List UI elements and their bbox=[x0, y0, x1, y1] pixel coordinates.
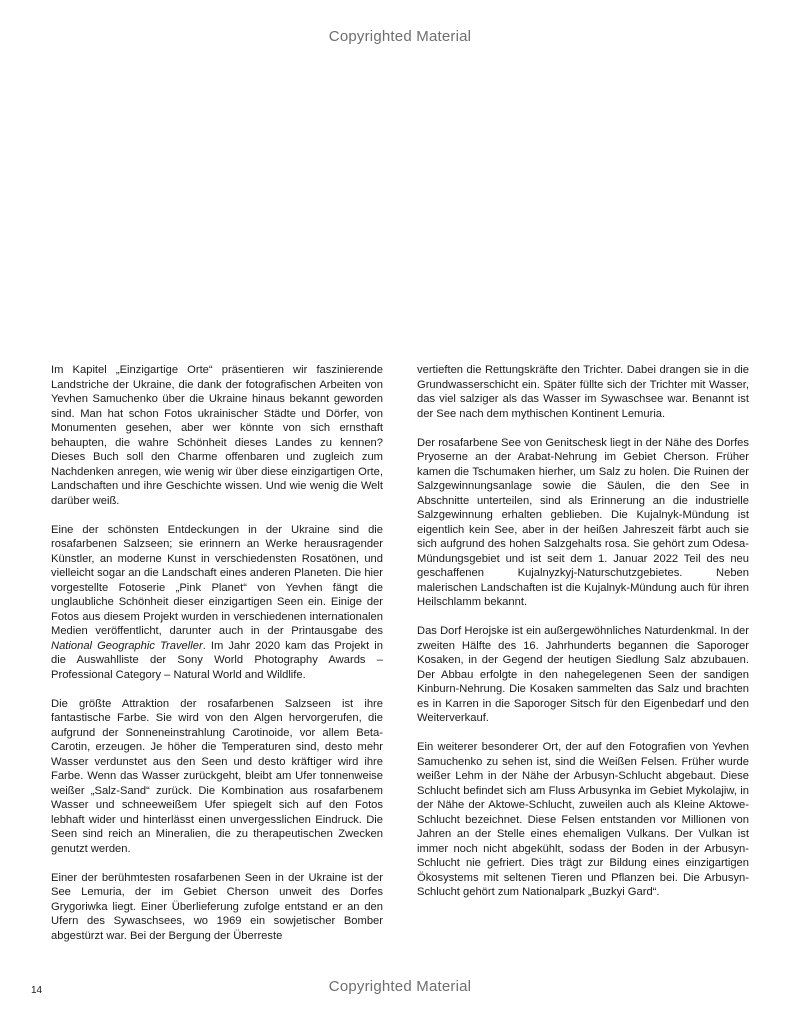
paragraph: Das Dorf Herojske ist ein außergewöhnliches Naturdenkmal. In der zweiten Hälfte des 16. Jahrhunderts begannen die Saporoger Kosaken, in der Gegend der heutigen Siedlung Salz abzubauen. Der Abbau erfolgte in den nahegelegenen Seen der sandigen Kinburn-Nehrung. Die Kosaken sammelten das Salz und brachten es in Karren in die Saporoger Sitsch für den Eigenbedarf und den Weiterverkauf. bbox=[417, 625, 749, 724]
paragraph: Ein weiterer besonderer Ort, der auf den Fotografien von Yevhen Samuchenko zu sehen ist, sind die Weißen Felsen. Früher wurde weißer Lehm in der Nähe der Arbusyn-Schlucht abgebaut. Diese Schlucht befindet sich am Fluss Arbusynka im Gebiet Mykolajiw, in der Nähe der Aktowe-Schlucht, zuweilen auch als Kleine Aktowe-Schlucht bezeichnet. Diese Felsen entstanden vor Millionen von Jahren an der Stelle eines ehemaligen Vulkans. Der Vulkan ist immer noch nicht abgekühlt, sodass der Boden in der Arbusyn-Schlucht nie gefriert. Dies trägt zur Bildung eines einzigartigen Ökosystems mit seltenen Tieren und Pflanzen bei. Die Arbusyn-Schlucht gehört zum Nationalpark „Buzkyi Gard“. bbox=[417, 741, 749, 898]
paragraph: vertieften die Rettungskräfte den Trichter. Dabei drangen sie in die Grundwasserschicht ein. Später füllte sich der Trichter mit Wasser, das viel salziger als das Wasser im Sywaschsee war. Benannt ist der See nach dem mythischen Kontinent Lemuria. bbox=[417, 364, 749, 420]
magazine-title: National Geographic Traveller bbox=[51, 639, 203, 652]
paragraph-text: . Im Jahr 2020 kam das Projekt in die Auswahlliste der Sony World Photography Awards – Professional Category – Natural World and Wildlife. bbox=[51, 639, 383, 681]
paragraph: Im Kapitel „Einzigartige Orte“ präsentieren wir faszinierende Landstriche der Ukraine, die dank der fotografischen Arbeiten von Yevhen Samuchenko über die Ukraine hinaus bekannt geworden sind. Man hat schon Fotos ukrainischer Städte und Dörfer, von Monumenten gesehen, aber wer könnte von sich ernsthaft behaupten, die wahre Schönheit dieses Landes zu kennen? Dieses Buch soll den Charme offenbaren und zugleich zum Nachdenken anregen, wie wenig wir über diese einzigartigen Orte, Landschaften und ihre Geschichte wissen. Und wie wenig die Welt darüber weiß. bbox=[51, 364, 383, 507]
copyright-watermark-top: Copyrighted Material bbox=[328, 28, 472, 45]
text-column-right bbox=[417, 363, 749, 914]
paragraph-text: Eine der schönsten Entdeckungen in der Ukraine sind die rosafarbenen Salzseen; sie erinnern an Werke herausragender Künstler, an moderne Kunst in verschiedensten Rosatönen, und vielleicht sogar an die Landschaft eines anderen Planeten. Die hier vorgestellte Fotoserie „Pink Planet“ von Yevhen fängt die unglaubliche Schönheit dieser einzigartigen Seen ein. Einige der Fotos aus diesem Projekt wurden in verschiedenen internationalen Medien veröffentlicht, darunter auch in der Printausgabe des bbox=[51, 523, 383, 637]
paragraph: Einer der berühmtesten rosafarbenen Seen in der Ukraine ist der See Lemuria, der im Gebiet Cherson unweit des Dorfes Grygoriwka liegt. Einer Überlieferung zufolge entstand er an den Ufern des Sywaschsees, wo 1969 ein sowjetischer Bomber abgestürzt war. Bei der Bergung der Überreste bbox=[51, 871, 383, 942]
paragraph: Der rosafarbene See von Genitschesk liegt in der Nähe des Dorfes Pryoserne an der Arabat-Nehrung im Gebiet Cherson. Früher kamen die Tschumaken hierher, um Salz zu holen. Die Ruinen der Salzgewinnungsanlage sowie die Säulen, die den See in Abschnitte unterteilen, sind als Erinnerung an die industrielle Salzgewinnung erhalten geblieben. Die Kujalnyk-Mündung ist eigentlich kein See, aber in der heißen Jahreszeit färbt auch sie sich aufgrund des hohen Salzgehalts rosa. Sie gehört zum Odesa-Mündungsgebiet und ist seit dem 1. Januar 2022 Teil des neu geschaffenen Kujalnyzkyj-Naturschutzgebietes. Neben malerischen Landschaften ist die Kujalnyk-Mündung auch für ihren Heilschlamm bekannt. bbox=[417, 436, 749, 608]
text-column-left bbox=[51, 363, 383, 958]
paragraph bbox=[51, 523, 383, 683]
page-number: 14 bbox=[31, 985, 43, 996]
paragraph: Die größte Attraktion der rosafarbenen Salzseen ist ihre fantastische Farbe. Sie wird von den Algen hervorgerufen, die aufgrund der Sonneneinstrahlung Carotinoide, vor allem Beta-Carotin, erzeugen. Je höher die Temperaturen sind, desto mehr Wasser verdunstet aus den Seen und desto kräftiger wird ihre Farbe. Wenn das Wasser zurückgeht, bleibt am Ufer tonnenweise weißer „Salz-Sand“ zurück. Die Kombination aus rosafarbenem Wasser und schneeweißem Ufer spiegelt sich auf den Fotos lebhaft wider und hinterlässt einen unvergesslichen Eindruck. Die Seen sind reich an Mineralien, die zu therapeutischen Zwecken genutzt werden. bbox=[51, 697, 383, 855]
copyright-watermark-bottom: Copyrighted Material bbox=[328, 978, 472, 995]
